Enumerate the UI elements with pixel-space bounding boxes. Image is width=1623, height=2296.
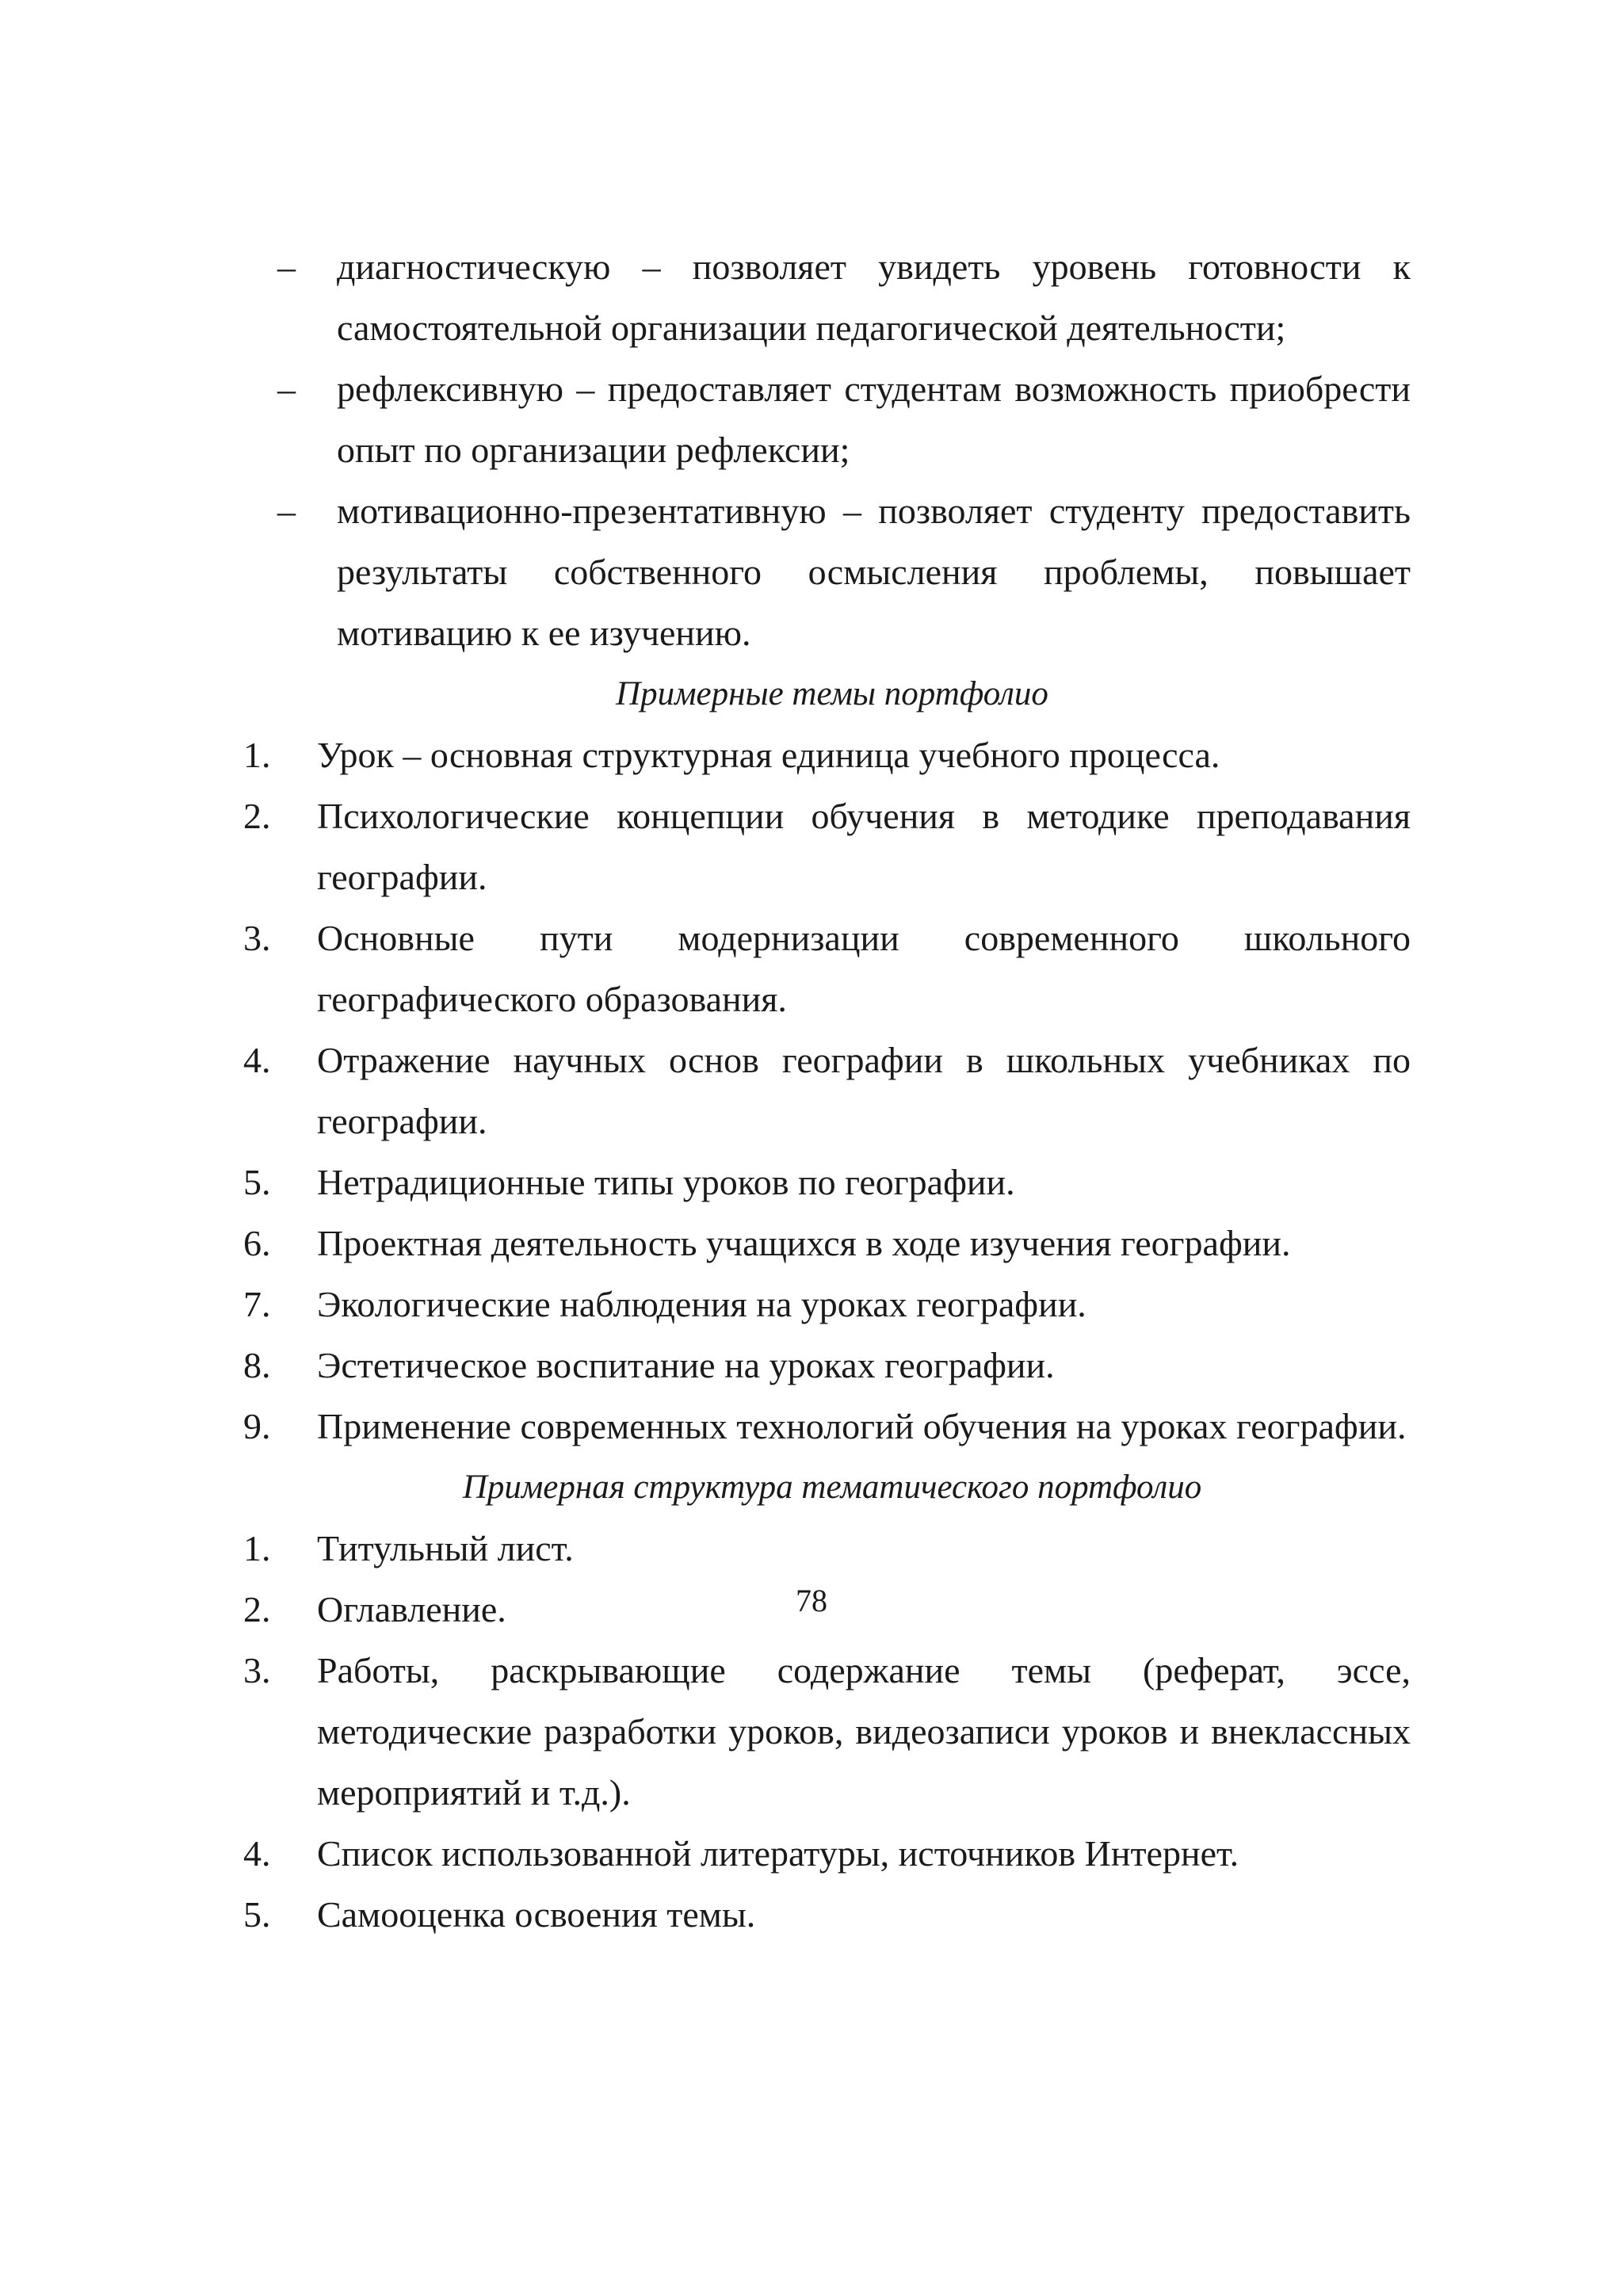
list-item xyxy=(238,785,1411,907)
list-item-text: Урок – основная структурная единица учебного процесса. xyxy=(317,735,1220,775)
list-number: 4. xyxy=(243,1833,271,1874)
list-item-text: Эстетическое воспитание на уроках географии. xyxy=(317,1345,1055,1385)
structure-heading: Примерная структура тематического портфолио xyxy=(462,1469,1202,1506)
list-item-text: Психологические концепции обучения в методике преподавания географии. xyxy=(317,796,1411,897)
list-number: 5. xyxy=(243,1162,271,1202)
list-item xyxy=(238,1030,1411,1152)
list-item xyxy=(238,1823,1411,1884)
list-item xyxy=(238,480,1411,663)
list-number: 7. xyxy=(243,1284,271,1324)
topics-list xyxy=(238,724,1411,1457)
list-item-text: Нетрадиционные типы уроков по географии. xyxy=(317,1162,1015,1202)
list-item xyxy=(238,358,1411,480)
dash-marker: – xyxy=(277,246,296,287)
list-number: 9. xyxy=(243,1406,271,1446)
list-item xyxy=(238,724,1411,785)
list-item-text: Список использованной литературы, источников Интернет. xyxy=(317,1833,1239,1874)
list-number: 6. xyxy=(243,1223,271,1263)
list-item xyxy=(238,1396,1411,1457)
list-number: 4. xyxy=(243,1040,271,1080)
list-item xyxy=(238,907,1411,1030)
list-item-text: мотивационно-презентативную – позволяет студенту предоставить результаты собственного осмысления проблемы, повышает мотивацию к ее изучению. xyxy=(337,491,1411,653)
page-content xyxy=(238,236,1411,1945)
list-item-text: рефлексивную – предоставляет студентам возможность приобрести опыт по организации рефлексии; xyxy=(337,369,1411,470)
list-item-text: Титульный лист. xyxy=(317,1528,574,1568)
list-number: 8. xyxy=(243,1345,271,1385)
list-item-text: Применение современных технологий обучения на уроках географии. xyxy=(317,1406,1407,1446)
list-item xyxy=(238,1640,1411,1823)
list-number: 5. xyxy=(243,1894,271,1935)
dash-marker: – xyxy=(277,369,296,409)
list-item xyxy=(238,1152,1411,1213)
list-item-text: Работы, раскрывающие содержание темы (реферат, эссе, методические разработки уроков, видеозаписи уроков и внеклассных мероприятий и т.д.). xyxy=(317,1650,1411,1813)
list-item-text: Основные пути модернизации современного школьного географического образования. xyxy=(317,918,1411,1019)
list-number: 1. xyxy=(243,1528,271,1568)
list-number: 2. xyxy=(243,796,271,836)
dash-marker: – xyxy=(277,491,296,531)
list-number: 3. xyxy=(243,918,271,958)
list-item-text: Проектная деятельность учащихся в ходе изучения географии. xyxy=(317,1223,1291,1263)
list-number: 3. xyxy=(243,1650,271,1690)
list-item-text: Экологические наблюдения на уроках географии. xyxy=(317,1284,1086,1324)
list-item-text: Отражение научных основ географии в школьных учебниках по географии. xyxy=(317,1040,1411,1141)
list-item xyxy=(238,236,1411,358)
list-item-text: Оглавление. xyxy=(317,1589,506,1629)
list-item-text: диагностическую – позволяет увидеть уровень готовности к самостоятельной организации педагогической деятельности; xyxy=(337,246,1411,348)
list-item xyxy=(238,1518,1411,1579)
topics-heading: Примерные темы портфолио xyxy=(616,675,1048,712)
list-item xyxy=(238,1335,1411,1396)
function-list xyxy=(238,236,1411,663)
list-item xyxy=(238,1884,1411,1945)
list-item xyxy=(238,1213,1411,1274)
list-item xyxy=(238,1274,1411,1335)
list-number: 1. xyxy=(243,735,271,775)
list-number: 2. xyxy=(243,1589,271,1629)
list-item-text: Самооценка освоения темы. xyxy=(317,1894,756,1935)
page-number: 78 xyxy=(796,1583,827,1618)
